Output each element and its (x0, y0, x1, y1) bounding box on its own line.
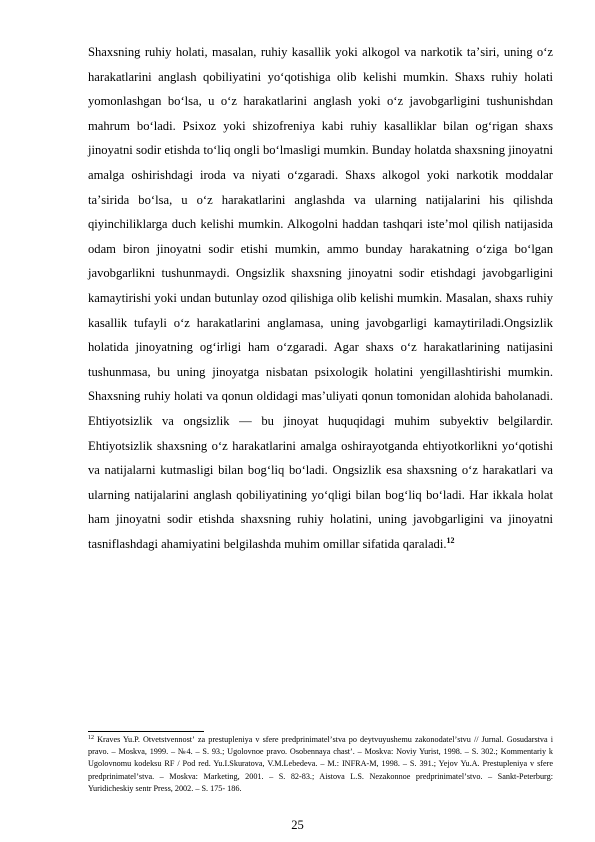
body-text: Shaxsning ruhiy holati, masalan, ruhiy kasallik yoki alkogol va narkotik taʼsiri, uning oʻz harakatlarini anglash qobiliyatini yoʻqotishiga olib kelishi mumkin. Shaxs ruhiy holati yomonlashgan boʻlsa, u oʻz harakatlarini anglash yoki oʻz javobgarligini tushunishdan mahrum boʻladi. Psixoz yoki shizofreniya kabi ruhiy kasalliklar bilan ogʻrigan shaxs jinoyatni sodir etishda toʻliq ongli boʻlmasligi mumkin. Bunday holatda shaxsning jinoyatni amalga oshirishdagi iroda va niyati oʻzgaradi. Shaxs alkogol yoki narkotik moddalar taʼsirida boʻlsa, u oʻz harakatlarini anglashda va ularning natijalarini his qilishda qiyinchiliklarga duch kelishi mumkin. Alkogolni haddan tashqari isteʼmol qilish natijasida odam biron jinoyatni sodir etishi mumkin, ammo bunday harakatning oʻziga boʻlgan javobgarlikni tushunmaydi. Ongsizlik shaxsning jinoyatni sodir etishdagi javobgarligini kamaytirishi yoki undan butunlay ozod qilishiga olib kelishi mumkin. Masalan, shaxs ruhiy kasallik tufayli oʻz harakatlarini anglamasa, uning javobgarligi kamaytiriladi.Ongsizlik holatida jinoyatning ogʻirligi ham oʻzgaradi. Agar shaxs oʻz harakatlarining natijasini tushunmasa, bu uning jinoyatga nisbatan psixologik holatini yengillashtirishi mumkin. Shaxsning ruhiy holati va qonun oldidagi masʼuliyati qonun tomonidan alohida baholanadi. Ehtiyotsizlik va ongsizlik — bu jinoyat huquqidagi muhim subyektiv belgilardir. Ehtiyotsizlik shaxsning oʻz harakatlarini amalga oshirayotganda ehtiyotkorlikni yoʻqotishi va natijalarni kutmasligi bilan bogʻliq boʻladi. Ongsizlik esa shaxsning oʻz harakatlari va ularning natijalarini anglash qobiliyatining yoʻqligi bilan bogʻliq boʻladi. Har ikkala holat ham jinoyatni sodir etishda shaxsning ruhiy holatini, uning javobgarligini va jinoyatni tasniflashdagi ahamiyatini belgilashda muhim omillar sifatida qaraladi. (88, 45, 553, 551)
footnote-text: Kraves Yu.P. Otvetstvennostʼ za prestupleniya v sfere predprinimatelʼstva po deytvuyushemu zakonodatelʼstvu // Jurnal. Gosudarstva i pravo. – Moskva, 1999. – №4. – S. 93.; Ugolovnoe pravo. Osobennaya chastʼ. – Moskva: Noviy Yurist, 1998. – S. 302.; Kommentariy k Ugolovnomu kodeksu RF / Pod red. Yu.I.Skuratova, V.M.Lebedeva. – M.: INFRA-M, 1998. – S. 391.; Yejov Yu.A. Prestupleniya v sfere predprinimatelʼstva. – Moskva: Marketing, 2001. – S. 82-83.; Aistova L.S. Nezakonnoe predprinimatelʼstvo. – Sankt-Peterburg: Yuridicheskiy sentr Press, 2002. – S. 175- 186. (88, 735, 553, 793)
page-number: 25 (291, 818, 304, 832)
footnote-marker: 12 (88, 735, 94, 741)
footnote-divider (88, 731, 204, 732)
footnote-reference[interactable]: 12 (446, 535, 455, 545)
body-paragraph (88, 40, 553, 556)
footnote (88, 734, 553, 795)
